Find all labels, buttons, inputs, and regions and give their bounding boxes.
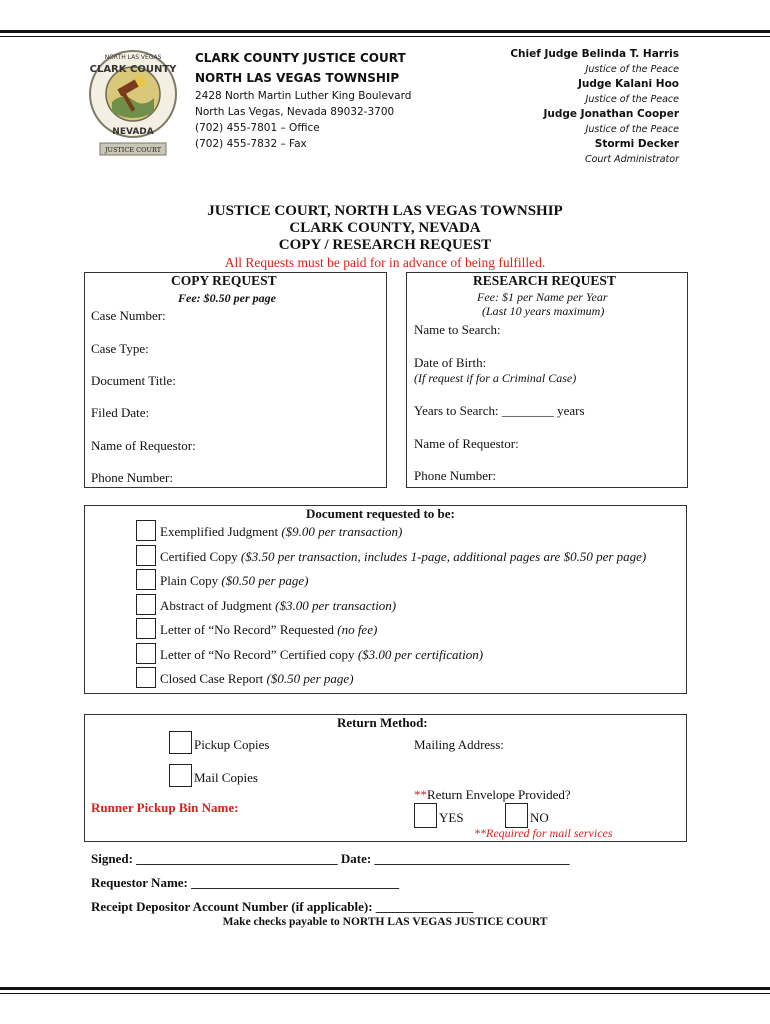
document-title-field[interactable]: Document Title: xyxy=(91,373,176,388)
payment-notice: All Requests must be paid for in advance of being fulfilled. xyxy=(224,255,546,270)
research-requestor-name-field[interactable]: Name of Requestor: xyxy=(414,436,519,451)
official-name: Judge Kalani Hoo xyxy=(577,78,679,90)
name-to-search-field[interactable]: Name to Search: xyxy=(414,322,501,337)
envelope-yes-checkbox[interactable] xyxy=(414,803,437,828)
top-rule-thin xyxy=(0,36,770,37)
research-phone-field[interactable]: Phone Number: xyxy=(414,468,496,483)
copy-phone-field[interactable]: Phone Number: xyxy=(91,470,173,485)
court-header xyxy=(195,48,411,152)
case-number-field[interactable]: Case Number: xyxy=(91,308,166,323)
abstract-of-judgment-option: Abstract of Judgment ($3.00 per transaction) xyxy=(160,598,397,613)
pickup-copies-label: Pickup Copies xyxy=(194,737,270,752)
no-record-requested-checkbox[interactable] xyxy=(136,618,156,639)
no-record-certified-option: Letter of “No Record” Certified copy ($3.00 per certification) xyxy=(160,647,484,662)
abstract-of-judgment-checkbox[interactable] xyxy=(136,594,156,615)
runner-pickup-bin-field[interactable]: Runner Pickup Bin Name: xyxy=(91,800,239,815)
exemplified-judgment-checkbox[interactable] xyxy=(136,520,156,541)
official-title: Justice of the Peace xyxy=(585,124,679,135)
mail-copies-checkbox[interactable] xyxy=(169,764,192,787)
certified-copy-checkbox[interactable] xyxy=(136,545,156,566)
research-fee-line-1: Fee: $1 per Name per Year xyxy=(477,290,608,304)
form-title-line-1: JUSTICE COURT, NORTH LAS VEGAS TOWNSHIP xyxy=(207,203,563,219)
bottom-rule-thick xyxy=(0,987,770,990)
certified-copy-option: Certified Copy ($3.50 per transaction, includes 1-page, additional pages are $0.50 per page) xyxy=(160,549,647,564)
address-line-1: 2428 North Martin Luther King Boulevard xyxy=(195,90,412,102)
years-to-search-field[interactable]: Years to Search: ________ years xyxy=(414,403,585,418)
official-name: Judge Jonathan Cooper xyxy=(543,108,679,120)
pickup-copies-checkbox[interactable] xyxy=(169,731,192,754)
official-name: Chief Judge Belinda T. Harris xyxy=(510,48,679,60)
filed-date-field[interactable]: Filed Date: xyxy=(91,405,150,420)
official-title: Justice of the Peace xyxy=(585,94,679,105)
official-title: Court Administrator xyxy=(584,154,679,165)
no-record-requested-option: Letter of “No Record” Requested (no fee) xyxy=(160,622,378,637)
seal-ribbon: JUSTICE COURT xyxy=(104,146,162,154)
signature-date-line[interactable]: Signed: _______________________________ Date: ______________________________ xyxy=(91,851,570,866)
fax-phone: (702) 455-7832 – Fax xyxy=(195,138,307,150)
office-phone: (702) 455-7801 – Office xyxy=(195,122,320,134)
envelope-no-label: NO xyxy=(530,810,549,825)
officials-list xyxy=(510,47,679,167)
mailing-address-field[interactable]: Mailing Address: xyxy=(414,737,504,752)
envelope-no-checkbox[interactable] xyxy=(505,803,528,828)
official-title: Justice of the Peace xyxy=(585,64,679,75)
court-name: CLARK COUNTY JUSTICE COURT xyxy=(195,51,406,65)
mail-required-note: **Required for mail services xyxy=(474,826,613,840)
bottom-rule-thin xyxy=(0,993,770,994)
address-line-2: North Las Vegas, Nevada 89032-3700 xyxy=(195,106,395,118)
official-name: Stormi Decker xyxy=(594,138,679,150)
copy-requestor-name-field[interactable]: Name of Requestor: xyxy=(91,438,196,453)
form-title-line-3: COPY / RESEARCH REQUEST xyxy=(278,237,492,253)
receipt-account-line[interactable]: Receipt Depositor Account Number (if applicable): _______________ xyxy=(91,899,474,914)
no-record-certified-checkbox[interactable] xyxy=(136,643,156,664)
top-rule-thick xyxy=(0,30,770,33)
copy-request-heading: COPY REQUEST xyxy=(171,273,277,288)
document-type-heading: Document requested to be: xyxy=(306,506,455,521)
copy-request-fee: Fee: $0.50 per page xyxy=(178,291,276,305)
dob-note: (If request if for a Criminal Case) xyxy=(414,371,577,385)
date-of-birth-field[interactable]: Date of Birth: xyxy=(414,355,487,370)
closed-case-report-option: Closed Case Report ($0.50 per page) xyxy=(160,671,354,686)
closed-case-report-checkbox[interactable] xyxy=(136,667,156,688)
mail-copies-label: Mail Copies xyxy=(194,770,258,785)
envelope-yes-label: YES xyxy=(439,810,464,825)
seal-ring-top: NORTH LAS VEGAS xyxy=(104,54,162,61)
court-seal xyxy=(88,44,178,158)
research-fee-line-2: (Last 10 years maximum) xyxy=(482,304,605,318)
exemplified-judgment-option: Exemplified Judgment ($9.00 per transaction) xyxy=(160,524,403,539)
case-type-field[interactable]: Case Type: xyxy=(91,341,149,356)
seal-ring-middle: CLARK COUNTY xyxy=(89,64,177,75)
plain-copy-option: Plain Copy ($0.50 per page) xyxy=(160,573,309,588)
research-request-heading: RESEARCH REQUEST xyxy=(473,273,616,288)
return-method-heading: Return Method: xyxy=(337,715,428,730)
seal-ring-bottom: NEVADA xyxy=(112,127,154,137)
payable-note: Make checks payable to NORTH LAS VEGAS JUSTICE COURT xyxy=(222,916,548,928)
return-envelope-question: **Return Envelope Provided? xyxy=(414,787,571,802)
requestor-name-line[interactable]: Requestor Name: ________________________________ xyxy=(91,875,400,890)
township-name: NORTH LAS VEGAS TOWNSHIP xyxy=(195,71,400,85)
form-title-line-2: CLARK COUNTY, NEVADA xyxy=(289,220,481,236)
plain-copy-checkbox[interactable] xyxy=(136,569,156,590)
